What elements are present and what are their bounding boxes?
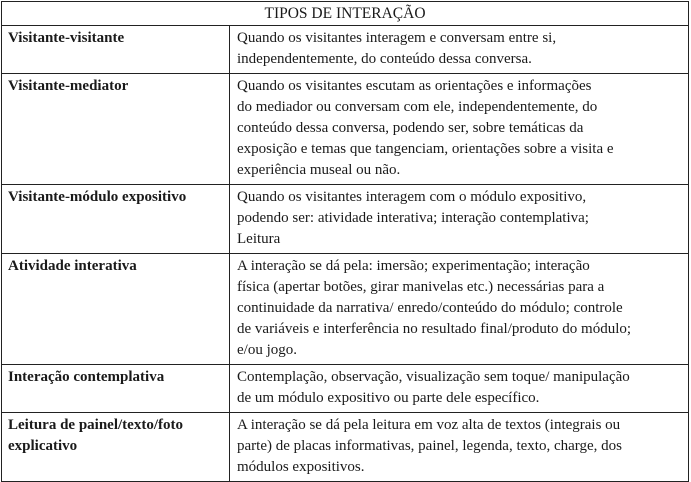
term-line: Leitura de painel/texto/foto xyxy=(8,417,183,433)
interaction-type-description xyxy=(230,74,689,185)
description-line: módulos expositivos. xyxy=(237,459,365,475)
description-line: parte) de placas informativas, painel, legenda, texto, charge, dos xyxy=(237,438,622,454)
description-line: Quando os visitantes interagem com o módulo expositivo, xyxy=(237,189,587,205)
term-line: Visitante-visitante xyxy=(8,30,125,46)
table-row xyxy=(2,26,689,74)
description-line: do mediador ou conversam com ele, independentemente, do xyxy=(237,99,598,115)
interaction-type-term xyxy=(2,26,230,74)
term-line: Interação contemplativa xyxy=(8,369,165,385)
term-line: explicativo xyxy=(8,438,78,454)
description-line: exposição e temas que tangenciam, orientações sobre a visita e xyxy=(237,141,614,157)
description-line: Leitura xyxy=(237,231,281,247)
description-line: podendo ser: atividade interativa; interação contemplativa; xyxy=(237,210,589,226)
description-line: Quando os visitantes interagem e conversam entre si, xyxy=(237,30,557,46)
description-line: física (apertar botões, girar manivelas etc.) necessárias para a xyxy=(237,279,605,295)
table-row xyxy=(2,413,689,482)
table-row xyxy=(2,365,689,413)
description-line: independentemente, do conteúdo dessa conversa. xyxy=(237,51,532,67)
description-line: de variáveis e interferência no resultado final/produto do módulo; xyxy=(237,321,632,337)
term-line: Atividade interativa xyxy=(8,258,137,274)
description-line: Contemplação, observação, visualização sem toque/ manipulação xyxy=(237,369,630,385)
interaction-type-description xyxy=(230,254,689,365)
interaction-type-description xyxy=(230,185,689,254)
interaction-type-description xyxy=(230,413,689,482)
table-row xyxy=(2,74,689,185)
table-title: TIPOS DE INTERAÇÃO xyxy=(2,2,689,26)
interaction-type-term xyxy=(2,185,230,254)
table-row xyxy=(2,254,689,365)
interaction-type-term xyxy=(2,74,230,185)
description-line: e/ou jogo. xyxy=(237,342,297,358)
description-line: continuidade da narrativa/ enredo/conteúdo do módulo; controle xyxy=(237,300,623,316)
interaction-type-description xyxy=(230,365,689,413)
description-line: conteúdo dessa conversa, podendo ser, sobre temáticas da xyxy=(237,120,584,136)
interaction-type-term xyxy=(2,365,230,413)
interaction-type-term xyxy=(2,413,230,482)
table-body xyxy=(2,26,689,482)
description-line: experiência museal ou não. xyxy=(237,162,401,178)
table-header-row xyxy=(2,2,689,26)
interaction-type-description xyxy=(230,26,689,74)
table-row xyxy=(2,185,689,254)
description-line: A interação se dá pela leitura em voz alta de textos (integrais ou xyxy=(237,417,621,433)
description-line: de um módulo expositivo ou parte dele específico. xyxy=(237,390,540,406)
term-line: Visitante-mediator xyxy=(8,78,129,94)
description-line: Quando os visitantes escutam as orientações e informações xyxy=(237,78,592,94)
interaction-types-table xyxy=(1,1,689,482)
interaction-type-term xyxy=(2,254,230,365)
description-line: A interação se dá pela: imersão; experimentação; interação xyxy=(237,258,590,274)
term-line: Visitante-módulo expositivo xyxy=(8,189,187,205)
